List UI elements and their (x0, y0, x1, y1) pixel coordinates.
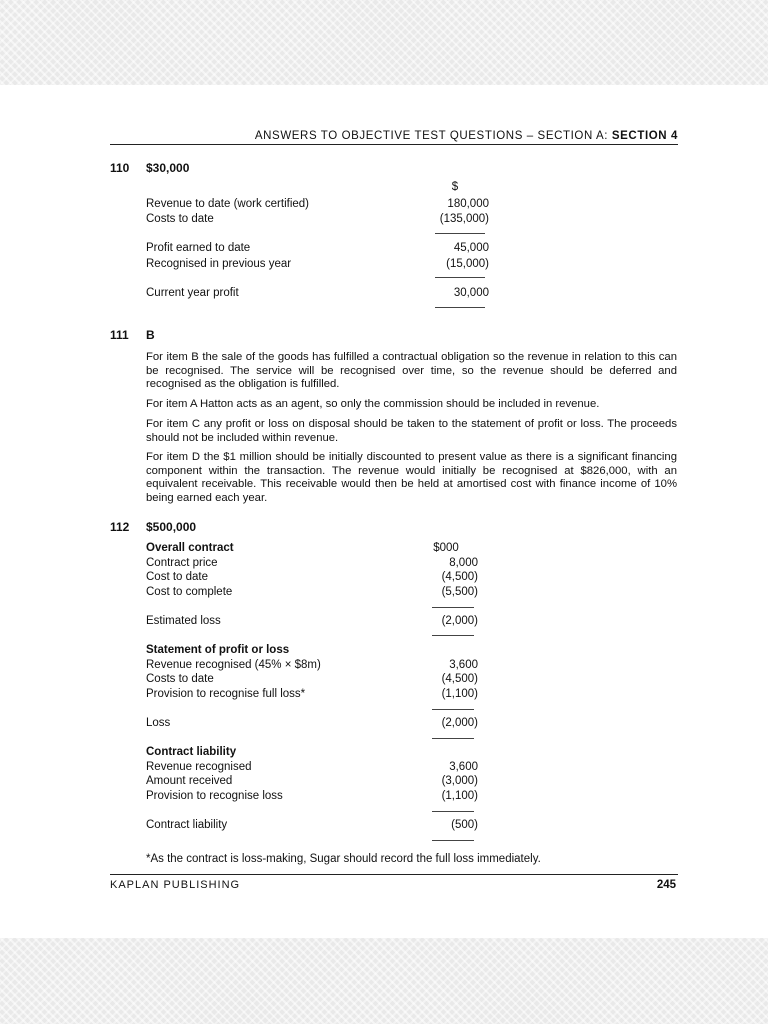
explanation-paragraph: For item A Hatton acts as an agent, so only the commission should be included in revenue. (146, 398, 600, 410)
question-111-number: 111 (110, 328, 129, 342)
row-value: (2,000) (441, 615, 478, 627)
row-value: (15,000) (446, 258, 489, 270)
question-111-answer: B (146, 328, 155, 342)
row-value: (3,000) (441, 775, 478, 787)
footnote: *As the contract is loss-making, Sugar should record the full loss immediately. (146, 853, 541, 865)
row-label: Loss (146, 717, 171, 729)
row-label: Provision to recognise loss (146, 790, 283, 802)
row-label: Recognised in previous year (146, 258, 292, 270)
running-header (110, 130, 678, 145)
row-label: Revenue to date (work certified) (146, 198, 309, 210)
sum-rule (435, 307, 485, 308)
unit-heading: $000 (433, 542, 459, 554)
row-value: 8,000 (449, 557, 478, 569)
sum-rule (435, 233, 485, 234)
row-value: 30,000 (453, 287, 489, 299)
row-value: (135,000) (439, 213, 489, 225)
sum-rule (432, 738, 474, 739)
row-value: (5,500) (441, 586, 478, 598)
sum-rule (432, 607, 474, 608)
row-label: Current year profit (146, 287, 239, 299)
row-value: (1,100) (441, 790, 478, 802)
row-value: 3,600 (449, 761, 478, 773)
sum-rule (432, 840, 474, 841)
currency-heading: $ (451, 181, 459, 193)
section-heading: Contract liability (146, 746, 237, 758)
section-label: SECTION 4 (611, 130, 678, 142)
row-value: (2,000) (441, 717, 478, 729)
sum-rule (432, 635, 474, 636)
row-label: Estimated loss (146, 615, 221, 627)
row-label: Cost to complete (146, 586, 233, 598)
running-title: ANSWERS TO OBJECTIVE TEST QUESTIONS – SECTION A: (254, 130, 609, 142)
page-number: 245 (656, 879, 676, 891)
section-heading: Overall contract (146, 542, 234, 554)
page-footer (110, 874, 678, 891)
document-page (0, 85, 768, 938)
row-value: 45,000 (453, 242, 489, 254)
row-value: (4,500) (441, 571, 478, 583)
question-110-number: 110 (110, 161, 130, 175)
explanation-paragraph: For item B the sale of the goods has fulfilled a contractual obligation so the revenue in relation to this can be recognised. The service will be recognised over time, so the revenue should be deferred and recognised as the obligation is fulfilled. (146, 351, 677, 391)
row-value: (4,500) (441, 673, 478, 685)
row-label: Profit earned to date (146, 242, 251, 254)
row-label: Cost to date (146, 571, 209, 583)
row-label: Provision to recognise full loss* (146, 688, 306, 700)
row-label: Revenue recognised (146, 761, 252, 773)
publisher-name: KAPLAN PUBLISHING (110, 879, 241, 891)
row-label: Revenue recognised (45% × $8m) (146, 659, 321, 671)
explanation-paragraph: For item D the $1 million should be initially discounted to present value as there is a significant financing component within the transaction. The revenue would initially be recognised at $826,000, with an equivalent receivable. This receivable would then be held at amortised cost with finance income of 10% being earned each year. (146, 451, 677, 504)
row-label: Costs to date (146, 213, 214, 225)
sum-rule (432, 709, 474, 710)
row-value: 180,000 (447, 198, 489, 210)
question-110-answer: $30,000 (146, 161, 190, 175)
sum-rule (432, 811, 474, 812)
row-label: Contract price (146, 557, 218, 569)
section-heading: Statement of profit or loss (146, 644, 290, 656)
row-value: (500) (451, 819, 478, 831)
question-112-number: 112 (110, 520, 130, 534)
row-label: Amount received (146, 775, 233, 787)
row-value: (1,100) (441, 688, 478, 700)
question-112-answer: $500,000 (146, 520, 197, 534)
explanation-paragraph: For item C any profit or loss on disposal should be taken to the statement of profit or loss. The proceeds should not be included within revenue. (146, 418, 677, 444)
sum-rule (435, 277, 485, 278)
row-label: Contract liability (146, 819, 228, 831)
row-label: Costs to date (146, 673, 214, 685)
row-value: 3,600 (449, 659, 478, 671)
